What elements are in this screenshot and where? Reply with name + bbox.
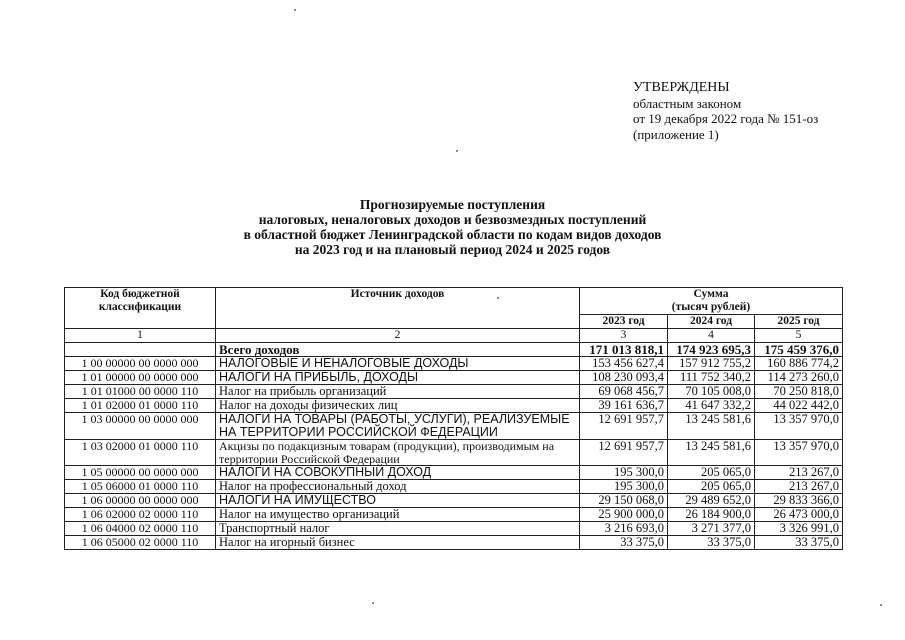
title-line-3: в областной бюджет Ленинградской области по кодам видов доходов [243, 227, 662, 242]
row-2024: 33 375,0 [668, 536, 755, 550]
row-code: 1 05 06000 01 0000 110 [65, 480, 216, 494]
approval-line-3: (приложение 1) [633, 126, 719, 142]
column-number: 3 [580, 329, 668, 343]
row-code: 1 06 05000 02 0000 110 [65, 536, 216, 550]
document-title [190, 197, 715, 257]
row-2024: 13 245 581,6 [668, 413, 755, 440]
table-row [65, 508, 843, 522]
row-2024: 13 245 581,6 [668, 440, 755, 466]
total-2024: 174 923 695,3 [668, 343, 755, 357]
table-row [65, 494, 843, 508]
approval-line-1: областным законом [633, 95, 742, 111]
row-2025: 160 886 774,2 [755, 357, 843, 371]
row-code: 1 05 00000 00 0000 000 [65, 466, 216, 480]
table-row [65, 466, 843, 480]
row-code: 1 01 00000 00 0000 000 [65, 371, 216, 385]
row-name: Акцизы по подакцизным товарам (продукции), производимым на территории Российской Федерации [216, 440, 580, 466]
row-code: 1 06 04000 02 0000 110 [65, 522, 216, 536]
total-row [65, 343, 843, 357]
total-2023: 171 013 818,1 [580, 343, 668, 357]
row-name: Транспортный налог [216, 522, 580, 536]
row-2024: 205 065,0 [668, 480, 755, 494]
row-2023: 29 150 068,0 [580, 494, 668, 508]
row-2025: 3 326 991,0 [755, 522, 843, 536]
column-number: 4 [668, 329, 755, 343]
approval-heading: УТВЕРЖДЕНЫ [633, 80, 730, 95]
row-2025: 26 473 000,0 [755, 508, 843, 522]
row-2023: 153 456 627,4 [580, 357, 668, 371]
total-2025: 175 459 376,0 [755, 343, 843, 357]
row-name: НАЛОГИ НА СОВОКУПНЫЙ ДОХОД [216, 466, 580, 480]
row-name: Налог на игорный бизнес [216, 536, 580, 550]
row-2025: 70 250 818,0 [755, 385, 843, 399]
scan-speck [294, 9, 296, 11]
scan-speck [880, 604, 882, 606]
row-name: НАЛОГИ НА ИМУЩЕСТВО [216, 494, 580, 508]
row-2025: 13 357 970,0 [755, 440, 843, 466]
row-code: 1 01 01000 00 0000 110 [65, 385, 216, 399]
table-row [65, 480, 843, 494]
header-sum-title: Сумма [693, 288, 729, 300]
header-year-2023: 2023 год [580, 315, 668, 329]
row-2025: 213 267,0 [755, 466, 843, 480]
header-sum-units: (тысяч рублей) [671, 301, 751, 313]
title-line-4: на 2023 год и на плановый период 2024 и 2025 годов [294, 242, 611, 257]
row-2023: 69 068 456,7 [580, 385, 668, 399]
row-2024: 157 912 755,2 [668, 357, 755, 371]
row-name: Налог на профессиональный доход [216, 480, 580, 494]
scan-speck [372, 602, 374, 604]
row-code: 1 06 00000 00 0000 000 [65, 494, 216, 508]
row-2025: 29 833 366,0 [755, 494, 843, 508]
row-2023: 33 375,0 [580, 536, 668, 550]
row-code: 1 06 02000 02 0000 110 [65, 508, 216, 522]
header-year-2024: 2024 год [668, 315, 755, 329]
table-row [65, 385, 843, 399]
row-2023: 195 300,0 [580, 480, 668, 494]
row-2023: 25 900 000,0 [580, 508, 668, 522]
row-2025: 33 375,0 [755, 536, 843, 550]
header-source: Источник доходов [216, 288, 580, 329]
row-2023: 39 161 636,7 [580, 399, 668, 413]
row-2023: 195 300,0 [580, 466, 668, 480]
row-2024: 29 489 652,0 [668, 494, 755, 508]
row-name: НАЛОГОВЫЕ И НЕНАЛОГОВЫЕ ДОХОДЫ [216, 357, 580, 371]
table-row [65, 413, 843, 440]
row-2024: 111 752 340,2 [668, 371, 755, 385]
header-code: Код бюджетной классификации [65, 288, 216, 329]
row-name: НАЛОГИ НА ТОВАРЫ (РАБОТЫ, УСЛУГИ), РЕАЛИЗУЕМЫЕ НА ТЕРРИТОРИИ РОССИЙСКОЙ ФЕДЕРАЦИИ [216, 413, 580, 440]
row-2025: 13 357 970,0 [755, 413, 843, 440]
column-number: 1 [65, 329, 216, 343]
row-2024: 26 184 900,0 [668, 508, 755, 522]
title-line-2: налоговых, неналоговых доходов и безвозмездных поступлений [258, 212, 647, 227]
row-name: НАЛОГИ НА ПРИБЫЛЬ, ДОХОДЫ [216, 371, 580, 385]
total-label: Всего доходов [216, 343, 580, 357]
row-2024: 205 065,0 [668, 466, 755, 480]
table-row [65, 399, 843, 413]
column-number: 2 [216, 329, 580, 343]
table-row [65, 522, 843, 536]
title-line-1: Прогнозируемые поступления [359, 197, 546, 212]
row-2024: 41 647 332,2 [668, 399, 755, 413]
row-2023: 3 216 693,0 [580, 522, 668, 536]
row-2024: 70 105 008,0 [668, 385, 755, 399]
row-2024: 3 271 377,0 [668, 522, 755, 536]
revenue-table [64, 287, 843, 550]
table-row [65, 536, 843, 550]
row-2023: 108 230 093,4 [580, 371, 668, 385]
approval-line-2: от 19 декабря 2022 года № 151-оз [633, 111, 819, 126]
row-name: Налог на имущество организаций [216, 508, 580, 522]
table-row [65, 371, 843, 385]
row-name: Налог на доходы физических лиц [216, 399, 580, 413]
header-sum [580, 288, 843, 315]
approval-block [633, 80, 818, 142]
row-2025: 44 022 442,0 [755, 399, 843, 413]
row-name: Налог на прибыль организаций [216, 385, 580, 399]
row-2025: 114 273 260,0 [755, 371, 843, 385]
row-2023: 12 691 957,7 [580, 440, 668, 466]
row-2023: 12 691 957,7 [580, 413, 668, 440]
row-2025: 213 267,0 [755, 480, 843, 494]
header-row [65, 288, 843, 315]
row-code: 1 03 00000 00 0000 000 [65, 413, 216, 440]
column-number-row [65, 329, 843, 343]
row-code: 1 01 02000 01 0000 110 [65, 399, 216, 413]
table-row [65, 440, 843, 466]
table-row [65, 357, 843, 371]
column-number: 5 [755, 329, 843, 343]
scan-speck [456, 150, 458, 152]
row-code: 1 00 00000 00 0000 000 [65, 357, 216, 371]
row-code: 1 03 02000 01 0000 110 [65, 440, 216, 466]
header-year-2025: 2025 год [755, 315, 843, 329]
total-code-cell [65, 343, 216, 357]
scan-speck [497, 297, 499, 299]
